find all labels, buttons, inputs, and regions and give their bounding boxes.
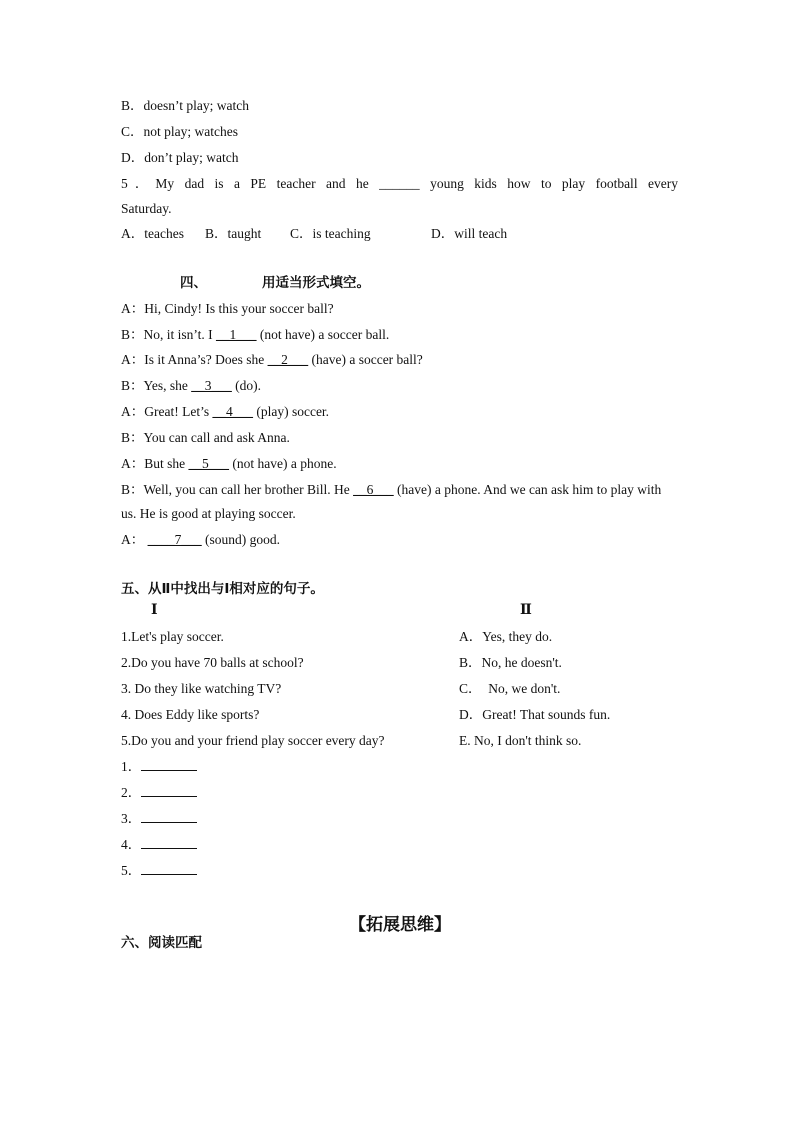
answer-blank-2[interactable] bbox=[141, 784, 197, 797]
answer-1: 1． bbox=[121, 758, 197, 776]
q5-option-b: B．taught bbox=[205, 226, 262, 241]
col1-item-5: 5.Do you and your friend play soccer every day? bbox=[121, 733, 385, 748]
q5-option-c: C．is teaching bbox=[290, 226, 371, 241]
q4-option-b: B．doesn’t play; watch bbox=[121, 98, 249, 113]
answer-blank-5[interactable] bbox=[141, 862, 197, 875]
answer-blank-4[interactable] bbox=[141, 836, 197, 849]
blank-7[interactable]: ____7___ bbox=[147, 532, 202, 547]
col1-item-4: 4. Does Eddy like sports? bbox=[121, 707, 260, 722]
section4-line-7: A：But she __5___ (not have) a phone. bbox=[121, 456, 337, 471]
col1-item-2: 2.Do you have 70 balls at school? bbox=[121, 655, 304, 670]
q5-option-d: D．will teach bbox=[431, 226, 508, 241]
q4-option-c: C．not play; watches bbox=[121, 124, 238, 139]
q5-option-a: A．teaches bbox=[121, 226, 184, 241]
section4-line-3: A：Is it Anna’s? Does she __2___ (have) a soccer ball? bbox=[121, 352, 423, 367]
blank-3[interactable]: __3___ bbox=[191, 378, 232, 393]
blank-5[interactable]: __5___ bbox=[188, 456, 229, 471]
section4-line-1: A：Hi, Cindy! Is this your soccer ball? bbox=[121, 301, 334, 316]
answer-blank-3[interactable] bbox=[141, 810, 197, 823]
section4-number: 四、 bbox=[180, 275, 207, 291]
answer-3: 3． bbox=[121, 810, 197, 828]
section6-title: 六、阅读匹配 bbox=[121, 935, 202, 951]
answer-4: 4． bbox=[121, 836, 197, 854]
section4-title: 用适当形式填空。 bbox=[262, 275, 370, 291]
blank-6[interactable]: __6___ bbox=[353, 482, 394, 497]
section4-line-10: A： ____7___ (sound) good. bbox=[121, 532, 280, 547]
blank-2[interactable]: __2___ bbox=[267, 352, 309, 367]
blank-4[interactable]: __4___ bbox=[212, 404, 253, 419]
section5-col1-head: Ⅰ bbox=[151, 602, 158, 618]
section4-line-9: us. He is good at playing soccer. bbox=[121, 506, 296, 521]
col2-item-d: D．Great! That sounds fun. bbox=[459, 707, 611, 722]
section4-line-5: A：Great! Let’s __4___ (play) soccer. bbox=[121, 404, 330, 419]
col2-item-e: E. No, I don't think so. bbox=[459, 733, 582, 748]
section4-line-2: B：No, it isn’t. I __1___ (not have) a soccer ball. bbox=[121, 327, 390, 342]
section5-col2-head: Ⅱ bbox=[520, 602, 532, 618]
section4-line-8: B：Well, you can call her brother Bill. He __6___ (have) a phone. And we can ask him to play with bbox=[121, 482, 662, 497]
answer-blank-1[interactable] bbox=[141, 758, 197, 771]
q4-option-d: D．don’t play; watch bbox=[121, 150, 239, 165]
section5-title: 五、从Ⅱ中找出与Ⅰ相对应的句子。 bbox=[121, 581, 324, 597]
section4-line-6: B：You can call and ask Anna. bbox=[121, 430, 290, 445]
col2-item-b: B．No, he doesn't. bbox=[459, 655, 562, 670]
col2-item-a: A．Yes, they do. bbox=[459, 629, 553, 644]
q5-stem-line2: Saturday. bbox=[121, 201, 172, 216]
col1-item-1: 1.Let's play soccer. bbox=[121, 629, 224, 644]
section4-line-4: B：Yes, she __3___ (do). bbox=[121, 378, 262, 393]
q5-stem-line1: 5．My dad is a PE teacher and he ______ young kids how to play football every bbox=[121, 176, 678, 191]
answer-5: 5． bbox=[121, 862, 197, 880]
extension-title: 【拓展思维】 bbox=[349, 915, 451, 935]
blank-1[interactable]: __1___ bbox=[216, 327, 257, 342]
col1-item-3: 3. Do they like watching TV? bbox=[121, 681, 282, 696]
col2-item-c: C． No, we don't. bbox=[459, 681, 561, 696]
answer-2: 2． bbox=[121, 784, 197, 802]
